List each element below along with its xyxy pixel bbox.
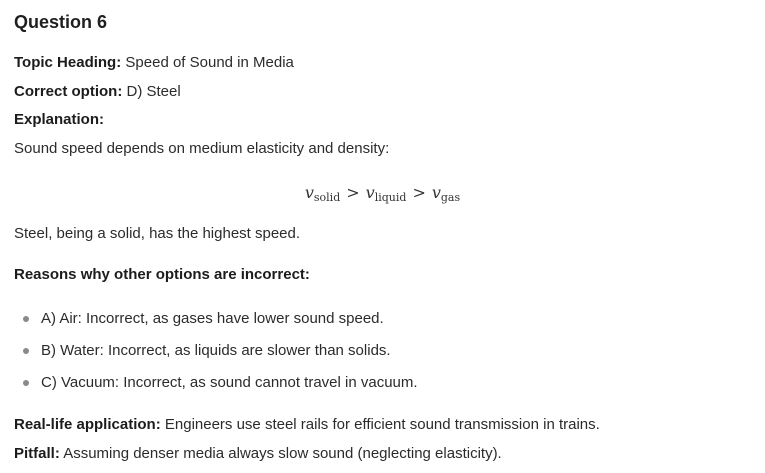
reasons-list: [14, 308, 418, 404]
reasons-heading-line: [14, 264, 310, 286]
explanation-label: Explanation:: [14, 111, 105, 128]
real-life-application-line: [14, 414, 600, 436]
correct-option-label: Correct option:: [14, 83, 123, 100]
formula-greater-than-2: >: [412, 183, 426, 202]
correct-option-line: [14, 81, 181, 103]
topic-heading-line: [14, 52, 294, 74]
reason-text: C) Vacuum: Incorrect, as sound cannot travel in vacuum.: [41, 374, 418, 391]
speed-comparison-formula: [0, 181, 765, 210]
correct-option-value: D) Steel: [126, 83, 181, 100]
list-item: [14, 308, 418, 340]
bullet-dot-icon: [23, 380, 29, 386]
reason-text: A) Air: Incorrect, as gases have lower sound speed.: [41, 310, 384, 327]
pitfall-line: [14, 443, 502, 465]
real-life-application-label: Real-life application:: [14, 416, 161, 433]
topic-heading-value: Speed of Sound in Media: [125, 54, 294, 71]
reason-text: B) Water: Incorrect, as liquids are slower than solids.: [41, 342, 391, 359]
formula-v-solid: $v_{solid}$: [304, 183, 341, 204]
explanation-conclusion: Steel, being a solid, has the highest speed.: [14, 225, 301, 242]
bullet-dot-icon: [23, 348, 29, 354]
explanation-intro: Sound speed depends on medium elasticity and density:: [14, 140, 390, 157]
formula-greater-than-1: >: [346, 183, 360, 202]
formula-v-gas: $v_{gas}$: [431, 183, 461, 204]
bullet-dot-icon: [23, 316, 29, 322]
reasons-heading: Reasons why other options are incorrect:: [14, 266, 310, 283]
pitfall-value: Assuming denser media always slow sound (neglecting elasticity).: [63, 445, 502, 462]
pitfall-label: Pitfall:: [14, 445, 60, 462]
topic-heading-label: Topic Heading:: [14, 54, 122, 71]
explanation-label-line: [14, 109, 104, 131]
list-item: [14, 340, 418, 372]
question-title: Question 6: [14, 12, 108, 32]
real-life-application-value: Engineers use steel rails for efficient sound transmission in trains.: [164, 416, 600, 433]
formula-v-liquid: $v_{liquid}$: [365, 183, 407, 204]
list-item: [14, 372, 418, 404]
